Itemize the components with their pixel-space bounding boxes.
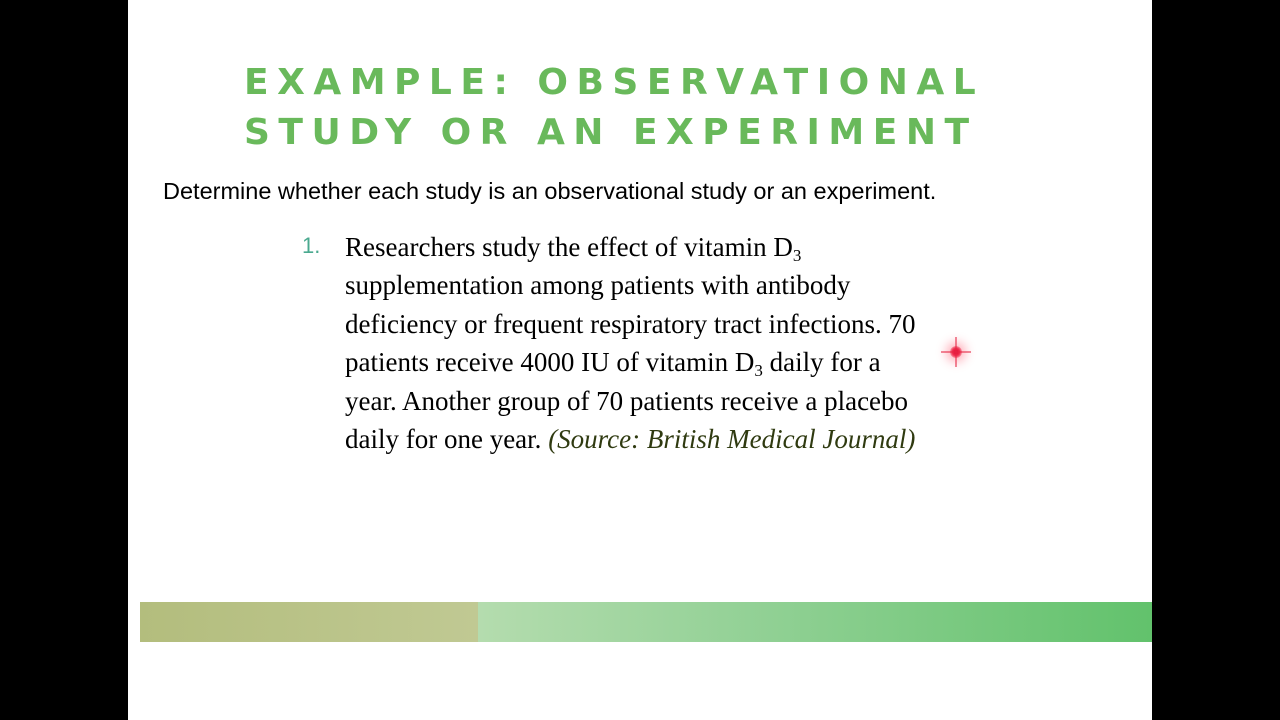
text-line-6-main: daily for one year. bbox=[345, 424, 549, 455]
laser-pointer-icon bbox=[950, 346, 962, 358]
source-citation: (Source: British Medical Journal) bbox=[548, 424, 916, 455]
text-line-4-main: patients receive 4000 IU of vitamin D bbox=[345, 347, 755, 378]
text-line-4 bbox=[345, 343, 985, 381]
title-line-1: EXAMPLE: OBSERVATIONAL bbox=[244, 62, 985, 103]
text-line-1-main: Researchers study the effect of vitamin D bbox=[345, 232, 793, 262]
text-line-5: year. Another group of 70 patients receive a placebo bbox=[345, 385, 909, 416]
list-item-text bbox=[345, 228, 985, 458]
decorative-band-left bbox=[140, 602, 478, 642]
slide bbox=[128, 0, 1152, 720]
decorative-band-right bbox=[478, 602, 1152, 642]
subscript-3: 3 bbox=[792, 246, 802, 265]
instruction-text: Determine whether each study is an observational study or an experiment. bbox=[163, 178, 937, 204]
text-line-6 bbox=[345, 420, 985, 458]
text-line-2: supplementation among patients with antibody bbox=[345, 270, 851, 301]
text-line-4-end: daily for a bbox=[762, 347, 881, 378]
list-item-number: 1. bbox=[302, 233, 321, 258]
title-line-2: STUDY OR AN EXPERIMENT bbox=[244, 112, 978, 153]
subscript-3: 3 bbox=[754, 361, 763, 381]
slide-title bbox=[244, 58, 984, 158]
decorative-band bbox=[140, 602, 1152, 642]
text-line-3: deficiency or frequent respiratory tract infections. 70 bbox=[345, 308, 916, 339]
text-line-1 bbox=[345, 228, 985, 266]
